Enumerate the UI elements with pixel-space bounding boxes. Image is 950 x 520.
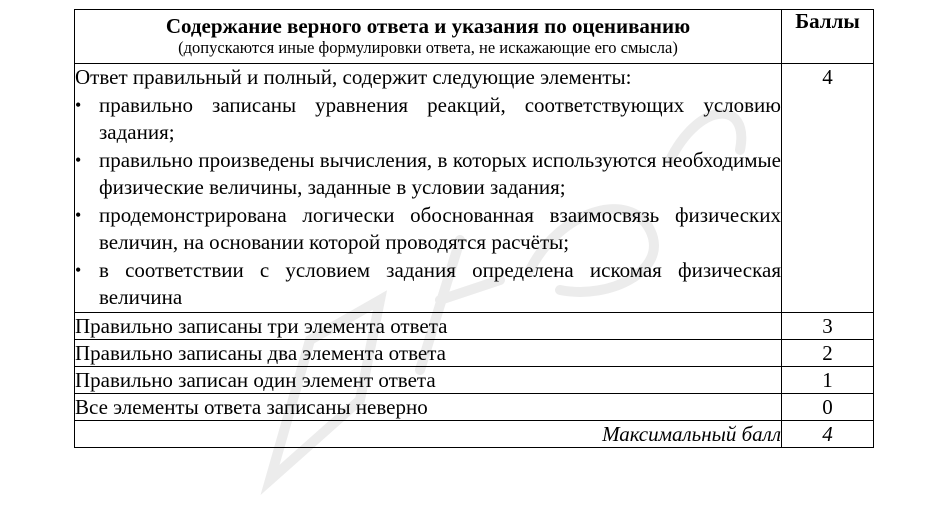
full-answer-row [75, 64, 874, 313]
criteria-item-text: правильно произведены вычисления, в которых используются необходимые физические величины, заданные в условии задания; [99, 147, 781, 199]
criteria-item [75, 92, 781, 147]
criteria-item-text: в соответствии с условием задания определена искомая физическая величина [99, 257, 781, 309]
full-answer-criteria [75, 64, 782, 313]
bullet-icon: • [75, 204, 82, 225]
score-row-text: Правильно записан один элемент ответа [75, 366, 782, 393]
score-row-value: 2 [782, 339, 874, 366]
header-content-cell [75, 10, 782, 64]
score-row-value: 1 [782, 366, 874, 393]
criteria-item-text: продемонстрирована логически обоснованная взаимосвязь физических величин, на основании которой проводятся расчёты; [99, 202, 781, 254]
score-row-value: 3 [782, 312, 874, 339]
header-title: Содержание верного ответа и указания по оцениванию [165, 14, 691, 38]
criteria-item [75, 257, 781, 312]
score-row [75, 339, 874, 366]
score-row-value: 0 [782, 393, 874, 420]
score-row [75, 393, 874, 420]
header-row [75, 10, 874, 64]
full-answer-intro: Ответ правильный и полный, содержит следующие элементы: [75, 65, 632, 89]
criteria-item-text: правильно записаны уравнения реакций, соответствующих условию задания; [99, 92, 781, 144]
criteria-item [75, 147, 781, 202]
score-row [75, 366, 874, 393]
header-subtitle: (допускаются иные формулировки ответа, не искажающие его смысла) [178, 38, 678, 57]
max-score-row [75, 420, 874, 447]
criteria-list [75, 92, 781, 312]
bullet-icon: • [75, 94, 82, 115]
score-row-text: Правильно записаны два элемента ответа [75, 339, 782, 366]
max-score-value: 4 [782, 420, 874, 447]
full-answer-score: 4 [782, 64, 874, 313]
header-score-title: Баллы [782, 10, 874, 64]
grading-table [74, 9, 874, 448]
score-row [75, 312, 874, 339]
max-score-label: Максимальный балл [75, 420, 782, 447]
criteria-item [75, 202, 781, 257]
score-row-text: Все элементы ответа записаны неверно [75, 393, 782, 420]
bullet-icon: • [75, 149, 82, 170]
score-row-text: Правильно записаны три элемента ответа [75, 312, 782, 339]
bullet-icon: • [75, 259, 82, 280]
